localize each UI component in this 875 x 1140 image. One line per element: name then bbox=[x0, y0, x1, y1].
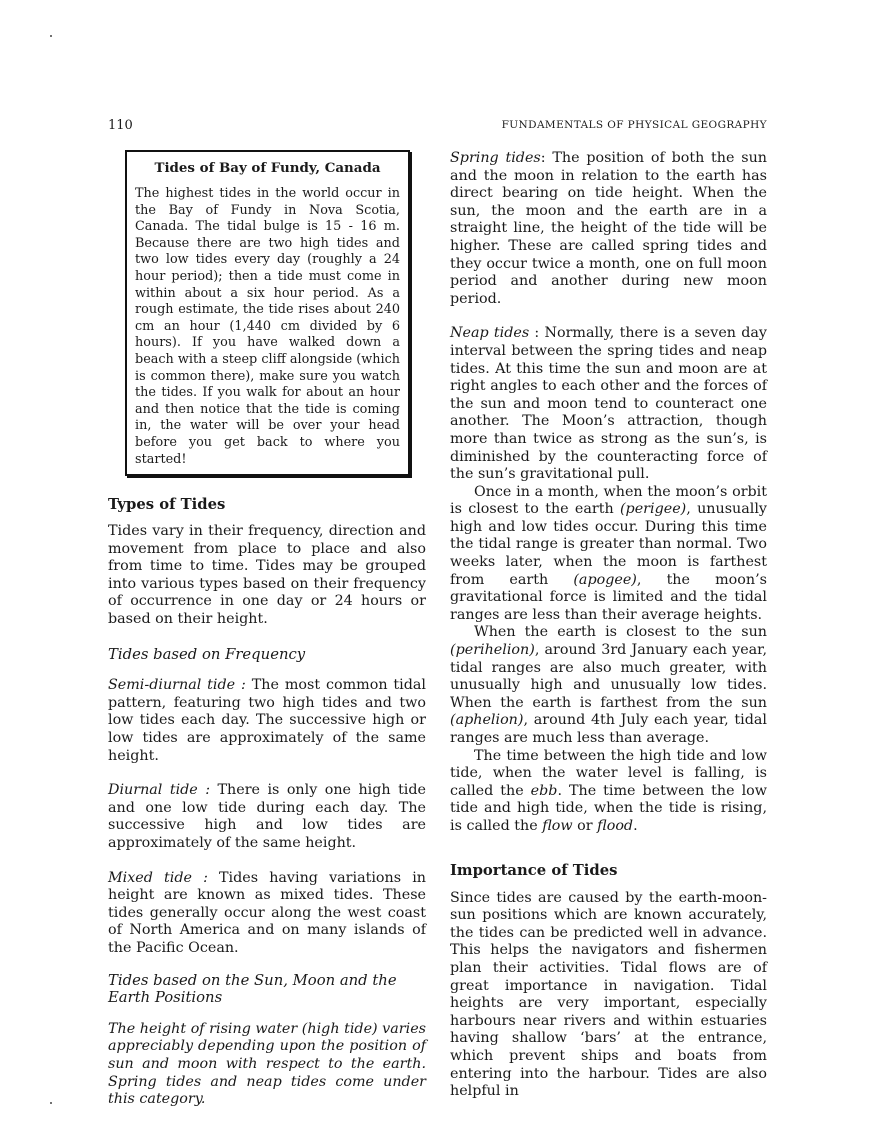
perigee-paragraph: Once in a month, when the moon’s orbit is closest to the earth (perigee), unusually high and low tides occur. During this time the tidal range is greater than normal. Two weeks later, when the moon is farthest from earth (apogee), the moon’s gravitational force is limited and the tidal ranges are less than their average heights. bbox=[450, 483, 767, 623]
box-title: Tides of Bay of Fundy, Canada bbox=[154, 160, 381, 176]
importance-paragraph: Since tides are caused by the earth-moon-sun positions which are known accurately, the tides can be predicted well in advance. This helps the navigators and fishermen plan their activities. Tidal flows are of great importance in navigation. Tidal heights are very important, especially harbours near rivers and within estuaries having shallow ‘bars’ at the entrance, which prevent ships and boats from entering into the harbour. Tides are also helpful in bbox=[450, 889, 767, 1100]
neap-tides-term: Neap tides bbox=[450, 325, 530, 342]
types-of-tides-heading: Types of Tides bbox=[108, 496, 226, 514]
left-column bbox=[108, 150, 426, 1109]
scan-mark-bottom bbox=[50, 1102, 52, 1104]
mixed-paragraph: Mixed tide : Tides having variations in height are known as mixed tides. These tides generally occur along the west coast of North America and on many islands of the Pacific Ocean. bbox=[108, 869, 426, 956]
semi-diurnal-paragraph: Semi-diurnal tide : The most common tidal pattern, featuring two high tides and two low tides each day. The successive high or low tides are approximately of the same height. bbox=[108, 677, 426, 764]
bay-of-fundy-box bbox=[125, 150, 410, 476]
right-column bbox=[450, 150, 767, 1101]
semi-diurnal-term: Semi-diurnal tide : bbox=[108, 677, 246, 694]
box-text: The highest tides in the world occur in the Bay of Fundy in Nova Scotia, Canada. The tidal bulge is 15 - 16 m. Because there are two high tides and two low tides every day (roughly a 24 hour period); then a tide must come in within about a six hour period. As a rough estimate, the tide rises about 240 cm an hour (1,440 cm divided by 6 hours). If you have walked down a beach with a steep cliff alongside (which is common there), make sure you watch the tides. If you walk for about an hour and then notice that the tide is coming in, the water will be over your head before you get back to where you started! bbox=[135, 186, 400, 467]
scan-mark-top bbox=[50, 35, 52, 37]
positions-subheading: Tides based on the Sun, Moon and the Earth Positions bbox=[108, 971, 397, 1007]
positions-paragraph: The height of rising water (high tide) varies appreciably depending upon the position of sun and moon with respect to the earth. Spring tides and neap tides come under this category. bbox=[108, 1020, 426, 1108]
diurnal-paragraph: Diurnal tide : There is only one high tide and one low tide during each day. The successive high and low tides are approximately of the same height. bbox=[108, 782, 426, 851]
types-of-tides-paragraph: Tides vary in their frequency, direction and movement from place to place and also from time to time. Tides may be grouped into various types based on their frequency of occurrence in one day or 24 hours or based on their height. bbox=[108, 523, 426, 628]
running-title: FUNDAMENTALS OF PHYSICAL GEOGRAPHY bbox=[501, 119, 767, 131]
perihelion-paragraph: When the earth is closest to the sun (perihelion), around 3rd January each year, tidal ranges are also much greater, with unusually high and unusually low tides. When the earth is farthest from the sun (aphelion), around 4th July each year, tidal ranges are much less than average. bbox=[450, 624, 767, 746]
diurnal-term: Diurnal tide : bbox=[108, 782, 211, 799]
frequency-subheading: Tides based on Frequency bbox=[108, 645, 306, 663]
spring-tides-paragraph: Spring tides: The position of both the sun and the moon in relation to the earth has direct bearing on tide height. When the sun, the moon and the earth are in a straight line, the height of the tide will be higher. These are called spring tides and they occur twice a month, one on full moon period and another during new moon period. bbox=[450, 150, 768, 307]
page-number: 110 bbox=[108, 118, 133, 133]
spring-tides-term: Spring tides bbox=[450, 150, 541, 166]
mixed-term: Mixed tide : bbox=[108, 869, 208, 886]
ebb-flow-paragraph: The time between the high tide and low tide, when the water level is falling, is called the ebb. The time between the low tide and high tide, when the tide is rising, is called the flow or flood. bbox=[450, 747, 767, 834]
neap-tides-paragraph: Neap tides : Normally, there is a seven day interval between the spring tides and neap tides. At this time the sun and moon are at right angles to each other and the forces of the sun and moon tend to counteract one another. The Moon’s attraction, though more than twice as strong as the sun’s, is diminished by the counteracting force of the sun’s gravitational pull. bbox=[450, 325, 767, 483]
importance-of-tides-heading: Importance of Tides bbox=[450, 861, 618, 879]
